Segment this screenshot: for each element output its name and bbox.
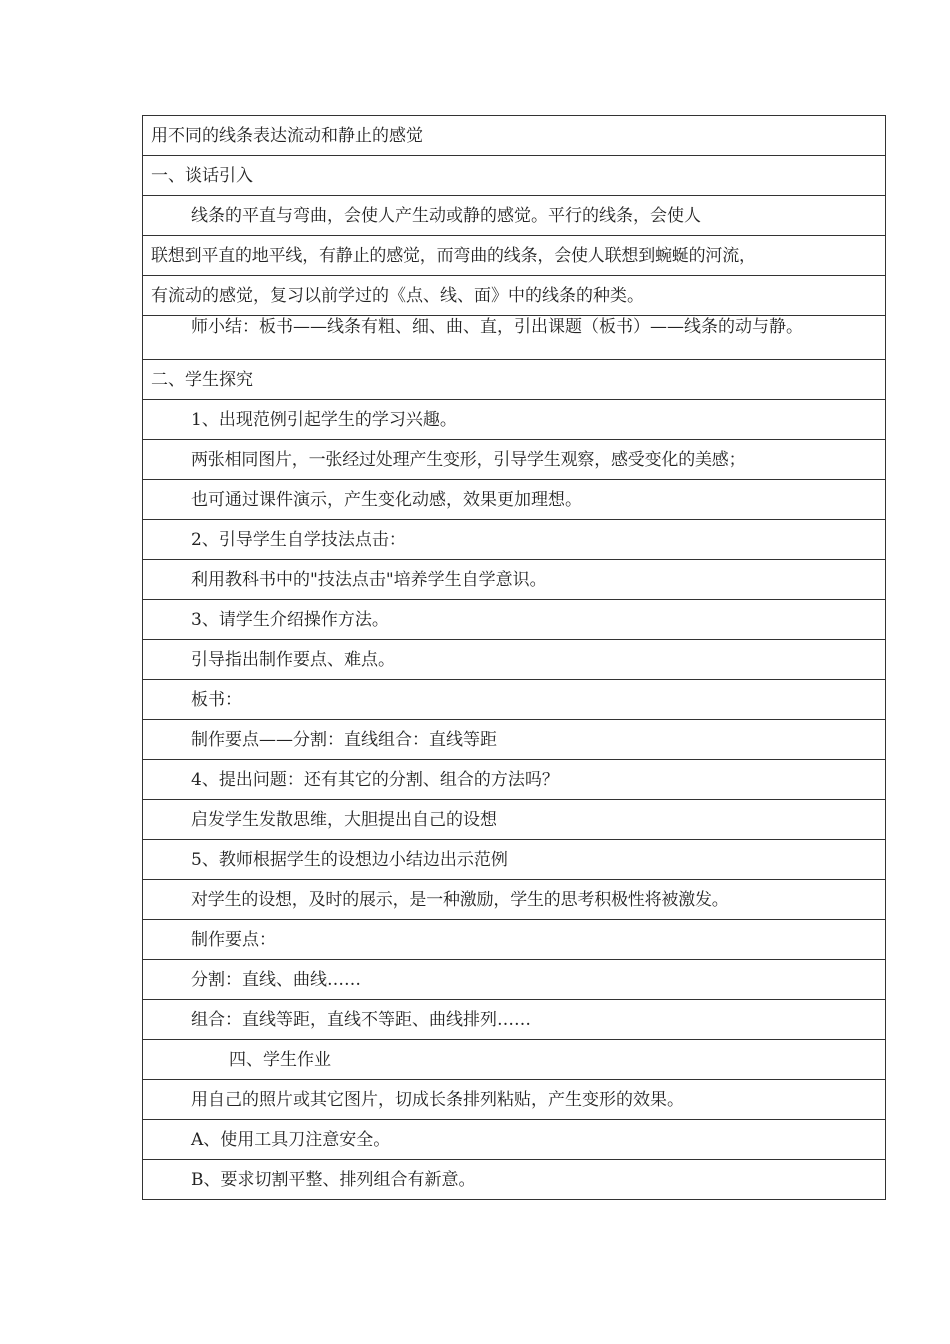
table-row <box>143 316 886 360</box>
table-row <box>143 920 886 960</box>
section-heading-homework: 四、学生作业 <box>143 1040 886 1080</box>
table-row <box>143 960 886 1000</box>
explore-step-1-detail-b: 也可通过课件演示，产生变化动感，效果更加理想。 <box>143 480 886 520</box>
table-row <box>143 440 886 480</box>
explore-step-3: 3、请学生介绍操作方法。 <box>143 600 886 640</box>
explore-step-4-detail: 启发学生发散思维，大胆提出自己的设想 <box>143 800 886 840</box>
explore-step-2: 2、引导学生自学技法点击： <box>143 520 886 560</box>
homework-task: 用自己的照片或其它图片，切成长条排列粘贴，产生变形的效果。 <box>143 1080 886 1120</box>
section-heading-explore: 二、学生探究 <box>143 360 886 400</box>
table-row <box>143 480 886 520</box>
explore-step-5: 5、教师根据学生的设想边小结边出示范例 <box>143 840 886 880</box>
table-row <box>143 520 886 560</box>
table-row <box>143 1160 886 1200</box>
homework-note-b: B、要求切割平整、排列组合有新意。 <box>143 1160 886 1200</box>
table-row <box>143 1120 886 1160</box>
table-row <box>143 600 886 640</box>
table-row <box>143 1080 886 1120</box>
explore-step-2-detail: 利用教科书中的"技法点击"培养学生自学意识。 <box>143 560 886 600</box>
lesson-plan-table <box>142 115 886 1200</box>
table-row <box>143 1000 886 1040</box>
key-points-split: 分割：直线、曲线…… <box>143 960 886 1000</box>
explore-step-5-detail: 对学生的设想，及时的展示，是一种激励，学生的思考积极性将被激发。 <box>143 880 886 920</box>
table-row <box>143 1040 886 1080</box>
board-content: 制作要点——分割：直线组合：直线等距 <box>143 720 886 760</box>
teacher-summary: 师小结：板书——线条有粗、细、曲、直，引出课题（板书）——线条的动与静。 <box>143 316 886 360</box>
table-row <box>143 680 886 720</box>
explore-step-3-detail: 引导指出制作要点、难点。 <box>143 640 886 680</box>
lesson-title: 用不同的线条表达流动和静止的感觉 <box>143 116 886 156</box>
table-row <box>143 560 886 600</box>
table-row <box>143 116 886 156</box>
table-row <box>143 400 886 440</box>
table-row <box>143 276 886 316</box>
homework-note-a: A、使用工具刀注意安全。 <box>143 1120 886 1160</box>
section-heading-intro: 一、谈话引入 <box>143 156 886 196</box>
key-points-combine: 组合：直线等距，直线不等距、曲线排列…… <box>143 1000 886 1040</box>
table-row <box>143 196 886 236</box>
table-row <box>143 760 886 800</box>
table-row <box>143 156 886 196</box>
table-row <box>143 360 886 400</box>
table-row <box>143 800 886 840</box>
explore-step-4: 4、提出问题：还有其它的分割、组合的方法吗？ <box>143 760 886 800</box>
table-row <box>143 640 886 680</box>
table-row <box>143 720 886 760</box>
explore-step-1-detail-a: 两张相同图片，一张经过处理产生变形，引导学生观察，感受变化的美感； <box>143 440 886 480</box>
board-label: 板书： <box>143 680 886 720</box>
intro-paragraph-line-3: 有流动的感觉，复习以前学过的《点、线、面》中的线条的种类。 <box>143 276 886 316</box>
table-row <box>143 840 886 880</box>
explore-step-1: 1、出现范例引起学生的学习兴趣。 <box>143 400 886 440</box>
table-row <box>143 236 886 276</box>
key-points-label: 制作要点： <box>143 920 886 960</box>
table-row <box>143 880 886 920</box>
intro-paragraph-line-1: 线条的平直与弯曲，会使人产生动或静的感觉。平行的线条，会使人 <box>143 196 886 236</box>
intro-paragraph-line-2: 联想到平直的地平线，有静止的感觉，而弯曲的线条，会使人联想到蜿蜒的河流， <box>143 236 886 276</box>
